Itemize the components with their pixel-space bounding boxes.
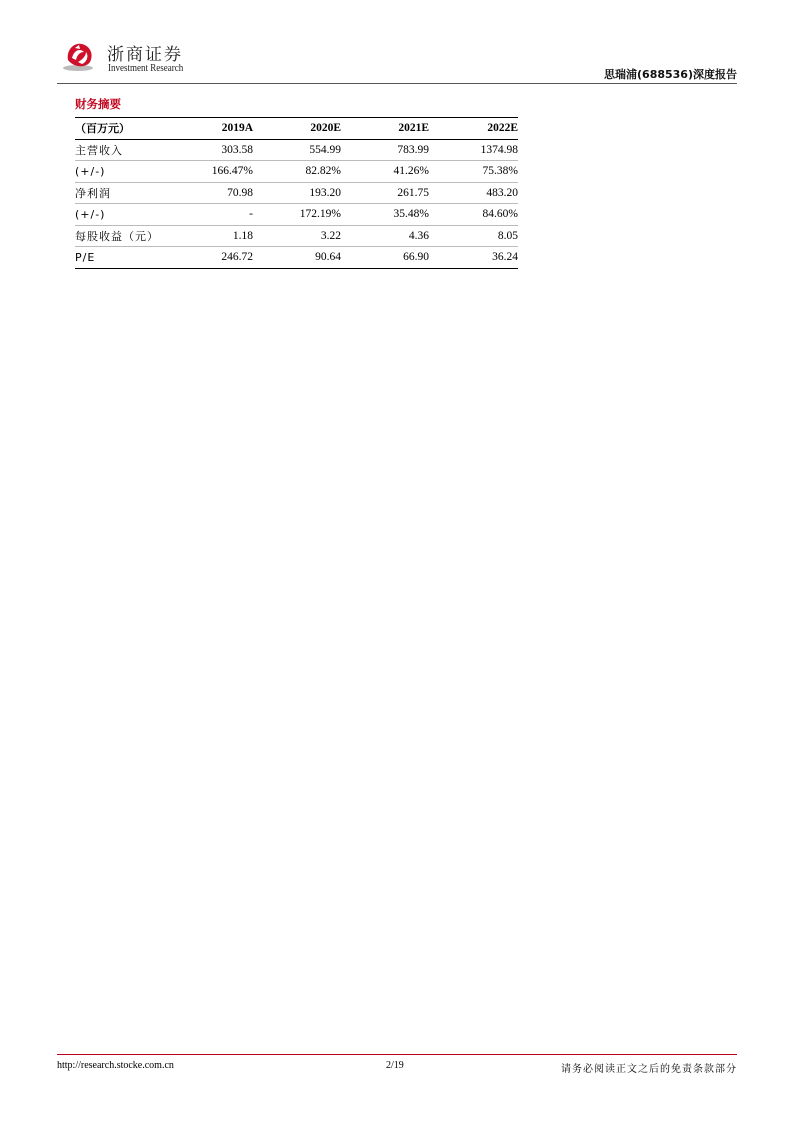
cell: 193.20 [309,186,341,199]
table-row [75,161,518,183]
report-title: 思瑞浦(688536)深度报告 [604,68,737,81]
cell: 70.98 [227,186,253,199]
cell: 261.75 [397,186,429,199]
brand-name-cn: 浙商证券 [107,45,183,65]
header-2019a: 2019A [221,122,253,135]
zheshang-logo-icon [62,38,98,74]
table-row [75,182,518,204]
cell: 66.90 [403,251,429,264]
table-row [75,225,518,247]
cell: 172.19% [299,208,341,221]
cell: 783.99 [397,143,429,156]
cell: 246.72 [221,251,253,264]
header-2021e: 2021E [398,122,429,135]
row-label: (+/-) [75,164,106,178]
financial-summary-table [75,117,518,269]
row-label: 主营收入 [75,143,123,157]
row-label: (+/-) [75,207,106,221]
cell: 8.05 [497,229,518,242]
cell: 90.64 [315,251,341,264]
footer-website-link[interactable]: http://research.stocke.com.cn [57,1060,174,1071]
cell: 3.22 [320,229,341,242]
cell: 36.24 [492,251,518,264]
brand-name-en: Investment Research [108,62,184,74]
row-label: 净利润 [75,186,111,200]
footer-disclaimer: 请务必阅读正文之后的免责条款部分 [561,1064,737,1075]
section-title: 财务摘要 [75,97,121,111]
cell: 1374.98 [480,143,518,156]
cell: 303.58 [221,143,253,156]
cell: 41.26% [393,165,429,178]
cell: 166.47% [211,165,253,178]
table-row [75,139,518,161]
table-header-row [75,118,518,140]
table-row [75,204,518,226]
header-2022e: 2022E [487,122,518,135]
cell: 35.48% [393,208,429,221]
footer-divider [57,1054,737,1055]
cell: 1.18 [232,229,253,242]
cell: 82.82% [305,165,341,178]
header-2020e: 2020E [310,122,341,135]
cell: 554.99 [309,143,341,156]
cell: 75.38% [482,165,518,178]
table-row [75,247,518,269]
header-unit: （百万元） [75,122,130,136]
cell: 483.20 [486,186,518,199]
cell: 84.60% [482,208,518,221]
row-label: P/E [75,250,96,264]
cell: - [249,208,253,221]
page-header [57,36,737,84]
row-label: 每股收益（元） [75,229,159,243]
header-divider [57,83,737,84]
cell: 4.36 [408,229,429,242]
page-number: 2/19 [386,1060,404,1071]
